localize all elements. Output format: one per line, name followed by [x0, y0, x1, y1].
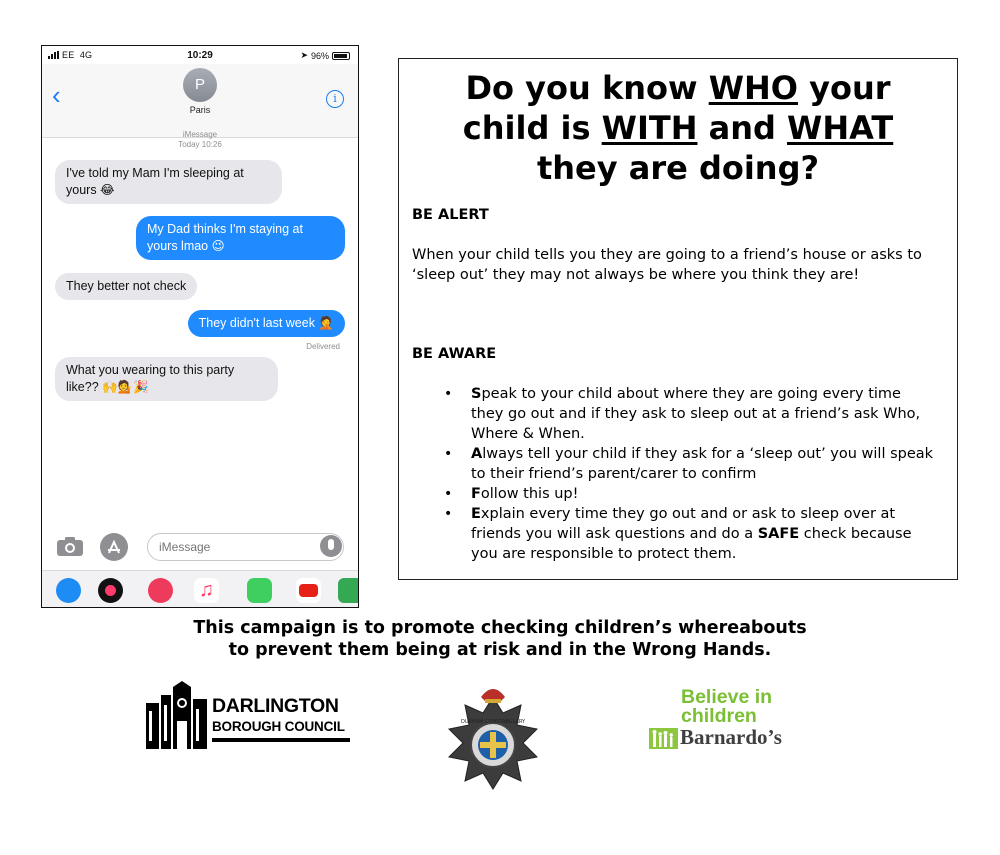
be-alert-heading: BE ALERT — [412, 207, 489, 223]
sticker-app-icon[interactable] — [247, 578, 272, 603]
list-item: • Follow this up! — [435, 484, 935, 504]
svg-text:DURHAM CONSTABULARY: DURHAM CONSTABULARY — [460, 719, 526, 725]
headline-who: WHO — [708, 69, 798, 107]
campaign-line-1: This campaign is to promote checking children’s whereabouts — [193, 618, 807, 638]
carrier: EE — [62, 50, 75, 60]
battery-icon — [332, 52, 350, 60]
campaign-statement — [0, 617, 1000, 661]
barnardos-wordmark: Barnardo’s — [680, 725, 782, 749]
status-right — [300, 50, 350, 61]
thread-meta — [42, 130, 358, 150]
be-alert-text: When your child tells you they are going to a friend’s house or asks to ‘sleep out’ they may not always be where you think they are! — [412, 247, 922, 283]
list-item: • Speak to your child about where they are going every time they go out and if they ask to sleep out at a friend’s ask Who, Where & When. — [435, 384, 935, 444]
service-label: iMessage — [182, 130, 218, 139]
headline-what: WHAT — [787, 109, 894, 147]
borough-council-wordmark: BOROUGH COUNCIL — [212, 719, 345, 734]
message-bubble-outgoing[interactable]: My Dad thinks I'm staying at yours lmao 😉 — [136, 216, 345, 260]
info-icon[interactable]: i — [326, 90, 344, 108]
microphone-icon[interactable] — [320, 535, 342, 557]
be-aware-heading: BE AWARE — [412, 346, 497, 362]
status-time: 10:29 — [187, 50, 213, 61]
durham-constabulary-badge-icon — [437, 683, 550, 803]
message-input-row — [42, 529, 358, 565]
barnardos-tagline-2: children — [681, 705, 757, 727]
message-bubble-incoming[interactable]: What you wearing to this party like?? 🙌💁🎉 — [55, 357, 278, 401]
back-chevron-icon[interactable]: ‹ — [52, 80, 61, 110]
phone-screenshot — [41, 45, 359, 608]
delivered-status: Delivered — [306, 342, 340, 351]
app-store-app-icon[interactable] — [56, 578, 81, 603]
youtube-app-icon[interactable] — [296, 578, 321, 603]
network-type: 4G — [79, 50, 93, 60]
headline — [399, 68, 957, 188]
camera-icon[interactable] — [56, 536, 84, 557]
status-bar — [42, 46, 358, 64]
darlington-council-logo — [146, 681, 352, 751]
barnardos-logo — [649, 687, 809, 757]
message-bubble-incoming[interactable]: I've told my Mam I'm sleeping at yours 😂 — [55, 160, 282, 204]
digital-touch-app-icon[interactable] — [98, 578, 123, 603]
darlington-wordmark: DARLINGTON — [212, 695, 339, 717]
music-app-icon[interactable]: ♫ — [194, 578, 219, 603]
message-bubble-outgoing[interactable]: They didn't last week 🤦 — [188, 310, 345, 337]
be-aware-list — [435, 384, 935, 564]
battery-percent: 96% — [310, 50, 329, 61]
barnardos-figures-icon — [649, 728, 678, 749]
images-search-app-icon[interactable] — [148, 578, 173, 603]
conversation-header — [42, 64, 358, 138]
list-item: • Explain every time they go out and or ask to sleep over at friends you will ask questions and do a SAFE check because you are responsible to protect them. — [435, 504, 935, 564]
headline-line-1: Do you know WHO your — [465, 69, 891, 107]
clock-tower-icon — [146, 681, 210, 751]
contact-avatar[interactable]: P — [183, 68, 217, 102]
info-panel — [398, 58, 958, 580]
location-icon: ➤ — [300, 50, 308, 60]
thread-timestamp: Today 10:26 — [178, 140, 222, 149]
imessage-input[interactable] — [147, 533, 344, 561]
list-item: • Always tell your child if they ask for a ‘sleep out’ you will speak to their friend’s parent/carer to confirm — [435, 444, 935, 484]
maps-app-icon[interactable] — [338, 578, 359, 603]
safe-keyword: SAFE — [757, 526, 800, 542]
headline-with: WITH — [601, 109, 698, 147]
campaign-line-2: to prevent them being at risk and in the Wrong Hands. — [228, 640, 772, 660]
app-store-icon[interactable] — [100, 533, 128, 561]
contact-name[interactable]: Paris — [189, 105, 211, 115]
headline-line-2: child is WITH and WHAT — [462, 109, 894, 147]
app-drawer — [42, 570, 358, 608]
headline-line-3: they are doing? — [536, 149, 820, 187]
logo-underline — [212, 738, 350, 742]
message-bubble-incoming[interactable]: They better not check — [55, 273, 197, 300]
barnardos-tagline-1: Believe in — [681, 686, 773, 708]
